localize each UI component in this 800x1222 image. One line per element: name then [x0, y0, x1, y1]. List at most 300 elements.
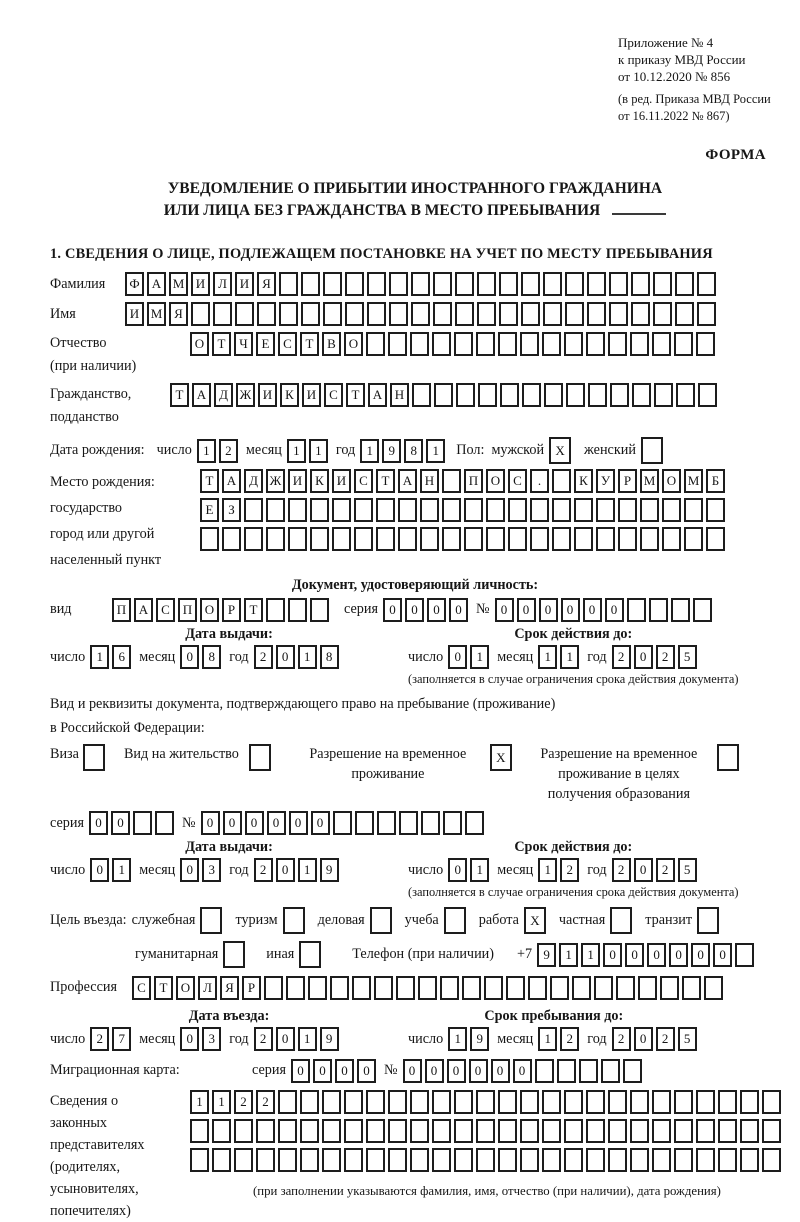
char-cell[interactable]	[498, 1090, 517, 1114]
char-cell[interactable]	[587, 302, 606, 326]
char-cell[interactable]	[442, 498, 461, 522]
char-cell[interactable]	[572, 976, 591, 1000]
char-cell[interactable]: А	[147, 272, 166, 296]
char-cell[interactable]: 2	[254, 1027, 273, 1051]
char-cell[interactable]: X	[524, 907, 546, 934]
char-cell[interactable]	[456, 383, 475, 407]
char-cell[interactable]	[256, 1119, 275, 1143]
char-cell[interactable]: 0	[89, 811, 108, 835]
char-cell[interactable]	[696, 332, 715, 356]
char-cell[interactable]: 0	[491, 1059, 510, 1083]
char-cell[interactable]	[432, 1148, 451, 1172]
char-cell[interactable]	[222, 527, 241, 551]
char-cell[interactable]	[344, 1119, 363, 1143]
char-cell[interactable]	[83, 744, 105, 771]
char-cell[interactable]	[698, 383, 717, 407]
char-cell[interactable]: О	[176, 976, 195, 1000]
char-cell[interactable]	[235, 302, 254, 326]
char-cell[interactable]	[564, 1090, 583, 1114]
char-cell[interactable]: 0	[180, 645, 199, 669]
char-cell[interactable]	[542, 332, 561, 356]
char-cell[interactable]: 1	[538, 645, 557, 669]
char-cell[interactable]: 2	[254, 858, 273, 882]
char-cell[interactable]	[133, 811, 152, 835]
char-cell[interactable]	[542, 1090, 561, 1114]
char-cell[interactable]: 0	[513, 1059, 532, 1083]
char-cell[interactable]	[310, 598, 329, 622]
char-cell[interactable]	[521, 302, 540, 326]
char-cell[interactable]	[323, 302, 342, 326]
char-cell[interactable]	[212, 1148, 231, 1172]
char-cell[interactable]	[627, 598, 646, 622]
char-cell[interactable]	[706, 498, 725, 522]
char-cell[interactable]: 5	[678, 1027, 697, 1051]
char-cell[interactable]: 1	[298, 645, 317, 669]
char-cell[interactable]: Е	[200, 498, 219, 522]
char-cell[interactable]	[586, 1119, 605, 1143]
char-cell[interactable]: А	[368, 383, 387, 407]
char-cell[interactable]	[300, 1148, 319, 1172]
char-cell[interactable]	[674, 1119, 693, 1143]
char-cell[interactable]: 0	[111, 811, 130, 835]
char-cell[interactable]	[608, 1119, 627, 1143]
char-cell[interactable]: Л	[198, 976, 217, 1000]
char-cell[interactable]	[212, 1119, 231, 1143]
char-cell[interactable]	[310, 527, 329, 551]
char-cell[interactable]	[410, 1090, 429, 1114]
char-cell[interactable]	[508, 527, 527, 551]
char-cell[interactable]	[410, 1119, 429, 1143]
char-cell[interactable]: 0	[713, 943, 732, 967]
char-cell[interactable]	[283, 907, 305, 934]
char-cell[interactable]	[420, 527, 439, 551]
char-cell[interactable]: С	[132, 976, 151, 1000]
char-cell[interactable]: И	[235, 272, 254, 296]
char-cell[interactable]: О	[200, 598, 219, 622]
char-cell[interactable]	[412, 383, 431, 407]
char-cell[interactable]: 0	[267, 811, 286, 835]
char-cell[interactable]	[594, 976, 613, 1000]
char-cell[interactable]: 2	[656, 1027, 675, 1051]
char-cell[interactable]: С	[354, 469, 373, 493]
char-cell[interactable]	[735, 943, 754, 967]
char-cell[interactable]: X	[549, 437, 571, 464]
char-cell[interactable]	[432, 332, 451, 356]
char-cell[interactable]	[552, 498, 571, 522]
char-cell[interactable]: 0	[291, 1059, 310, 1083]
char-cell[interactable]	[674, 332, 693, 356]
char-cell[interactable]	[354, 498, 373, 522]
char-cell[interactable]: П	[178, 598, 197, 622]
char-cell[interactable]: 6	[112, 645, 131, 669]
char-cell[interactable]	[630, 1090, 649, 1114]
char-cell[interactable]: Д	[244, 469, 263, 493]
char-cell[interactable]	[520, 1148, 539, 1172]
char-cell[interactable]: Н	[390, 383, 409, 407]
char-cell[interactable]: 0	[403, 1059, 422, 1083]
char-cell[interactable]	[476, 1090, 495, 1114]
char-cell[interactable]: 0	[605, 598, 624, 622]
char-cell[interactable]	[610, 383, 629, 407]
char-cell[interactable]	[609, 302, 628, 326]
char-cell[interactable]: С	[324, 383, 343, 407]
char-cell[interactable]: А	[134, 598, 153, 622]
char-cell[interactable]	[696, 1148, 715, 1172]
char-cell[interactable]	[396, 976, 415, 1000]
char-cell[interactable]: 1	[538, 1027, 557, 1051]
char-cell[interactable]	[586, 1090, 605, 1114]
char-cell[interactable]	[301, 302, 320, 326]
char-cell[interactable]	[308, 976, 327, 1000]
char-cell[interactable]	[596, 527, 615, 551]
char-cell[interactable]: 3	[202, 858, 221, 882]
char-cell[interactable]: 1	[426, 439, 445, 463]
char-cell[interactable]: Б	[706, 469, 725, 493]
char-cell[interactable]	[299, 941, 321, 968]
char-cell[interactable]	[389, 272, 408, 296]
char-cell[interactable]	[486, 498, 505, 522]
char-cell[interactable]: 0	[539, 598, 558, 622]
char-cell[interactable]	[388, 1090, 407, 1114]
char-cell[interactable]: Р	[222, 598, 241, 622]
char-cell[interactable]	[476, 332, 495, 356]
char-cell[interactable]	[522, 383, 541, 407]
char-cell[interactable]	[632, 383, 651, 407]
char-cell[interactable]: .	[530, 469, 549, 493]
char-cell[interactable]	[388, 1148, 407, 1172]
char-cell[interactable]: 2	[234, 1090, 253, 1114]
char-cell[interactable]: И	[258, 383, 277, 407]
char-cell[interactable]: 0	[383, 598, 402, 622]
char-cell[interactable]: З	[222, 498, 241, 522]
char-cell[interactable]: Т	[200, 469, 219, 493]
char-cell[interactable]: 1	[197, 439, 216, 463]
char-cell[interactable]: 2	[254, 645, 273, 669]
char-cell[interactable]	[200, 527, 219, 551]
char-cell[interactable]	[433, 302, 452, 326]
char-cell[interactable]: 2	[90, 1027, 109, 1051]
char-cell[interactable]: 0	[276, 1027, 295, 1051]
char-cell[interactable]: Р	[618, 469, 637, 493]
char-cell[interactable]: П	[112, 598, 131, 622]
char-cell[interactable]	[433, 272, 452, 296]
char-cell[interactable]	[389, 302, 408, 326]
char-cell[interactable]	[653, 302, 672, 326]
char-cell[interactable]: Т	[170, 383, 189, 407]
char-cell[interactable]: 1	[298, 1027, 317, 1051]
char-cell[interactable]: 0	[427, 598, 446, 622]
char-cell[interactable]	[521, 272, 540, 296]
char-cell[interactable]	[740, 1119, 759, 1143]
char-cell[interactable]	[718, 1090, 737, 1114]
char-cell[interactable]	[557, 1059, 576, 1083]
char-cell[interactable]	[256, 1148, 275, 1172]
char-cell[interactable]: Я	[220, 976, 239, 1000]
char-cell[interactable]	[640, 498, 659, 522]
char-cell[interactable]: 0	[313, 1059, 332, 1083]
char-cell[interactable]: 2	[560, 1027, 579, 1051]
char-cell[interactable]: Т	[154, 976, 173, 1000]
char-cell[interactable]: О	[190, 332, 209, 356]
char-cell[interactable]	[630, 1148, 649, 1172]
char-cell[interactable]: 1	[190, 1090, 209, 1114]
char-cell[interactable]	[322, 1090, 341, 1114]
char-cell[interactable]: 1	[470, 645, 489, 669]
char-cell[interactable]	[374, 976, 393, 1000]
char-cell[interactable]	[623, 1059, 642, 1083]
char-cell[interactable]: А	[222, 469, 241, 493]
char-cell[interactable]: 0	[647, 943, 666, 967]
char-cell[interactable]: Д	[214, 383, 233, 407]
char-cell[interactable]: X	[490, 744, 512, 771]
char-cell[interactable]	[530, 498, 549, 522]
char-cell[interactable]	[477, 302, 496, 326]
char-cell[interactable]	[191, 302, 210, 326]
char-cell[interactable]: Я	[257, 272, 276, 296]
char-cell[interactable]	[684, 527, 703, 551]
char-cell[interactable]: 0	[180, 858, 199, 882]
char-cell[interactable]: 1	[538, 858, 557, 882]
char-cell[interactable]: 1	[360, 439, 379, 463]
char-cell[interactable]	[332, 527, 351, 551]
char-cell[interactable]	[300, 1119, 319, 1143]
char-cell[interactable]: 0	[495, 598, 514, 622]
char-cell[interactable]: 8	[202, 645, 221, 669]
char-cell[interactable]	[278, 1090, 297, 1114]
char-cell[interactable]	[301, 272, 320, 296]
char-cell[interactable]: С	[278, 332, 297, 356]
char-cell[interactable]	[376, 498, 395, 522]
char-cell[interactable]	[420, 498, 439, 522]
char-cell[interactable]	[264, 976, 283, 1000]
char-cell[interactable]	[486, 527, 505, 551]
char-cell[interactable]	[478, 383, 497, 407]
char-cell[interactable]	[288, 498, 307, 522]
char-cell[interactable]	[476, 1148, 495, 1172]
char-cell[interactable]: 1	[212, 1090, 231, 1114]
char-cell[interactable]	[579, 1059, 598, 1083]
char-cell[interactable]	[190, 1119, 209, 1143]
char-cell[interactable]: 7	[112, 1027, 131, 1051]
char-cell[interactable]: О	[344, 332, 363, 356]
char-cell[interactable]	[398, 498, 417, 522]
char-cell[interactable]: 1	[470, 858, 489, 882]
char-cell[interactable]	[530, 527, 549, 551]
char-cell[interactable]	[588, 383, 607, 407]
char-cell[interactable]	[234, 1119, 253, 1143]
char-cell[interactable]	[464, 527, 483, 551]
char-cell[interactable]: 5	[678, 645, 697, 669]
char-cell[interactable]: 2	[560, 858, 579, 882]
char-cell[interactable]	[278, 1148, 297, 1172]
char-cell[interactable]	[662, 498, 681, 522]
char-cell[interactable]	[601, 1059, 620, 1083]
char-cell[interactable]	[675, 302, 694, 326]
char-cell[interactable]: 9	[382, 439, 401, 463]
char-cell[interactable]	[652, 1148, 671, 1172]
char-cell[interactable]	[696, 1090, 715, 1114]
char-cell[interactable]: И	[125, 302, 144, 326]
char-cell[interactable]: 9	[470, 1027, 489, 1051]
char-cell[interactable]	[367, 302, 386, 326]
char-cell[interactable]	[377, 811, 396, 835]
char-cell[interactable]	[543, 302, 562, 326]
char-cell[interactable]	[370, 907, 392, 934]
char-cell[interactable]	[411, 302, 430, 326]
char-cell[interactable]: К	[310, 469, 329, 493]
char-cell[interactable]	[552, 469, 571, 493]
char-cell[interactable]	[388, 332, 407, 356]
char-cell[interactable]: 0	[276, 858, 295, 882]
char-cell[interactable]	[286, 976, 305, 1000]
char-cell[interactable]	[608, 1148, 627, 1172]
char-cell[interactable]	[288, 527, 307, 551]
char-cell[interactable]	[564, 332, 583, 356]
char-cell[interactable]	[354, 527, 373, 551]
char-cell[interactable]	[500, 383, 519, 407]
char-cell[interactable]	[257, 302, 276, 326]
char-cell[interactable]: А	[192, 383, 211, 407]
char-cell[interactable]: 0	[90, 858, 109, 882]
char-cell[interactable]: Р	[242, 976, 261, 1000]
char-cell[interactable]	[542, 1148, 561, 1172]
char-cell[interactable]: О	[486, 469, 505, 493]
char-cell[interactable]	[266, 498, 285, 522]
char-cell[interactable]: К	[280, 383, 299, 407]
char-cell[interactable]	[506, 976, 525, 1000]
char-cell[interactable]: Т	[376, 469, 395, 493]
char-cell[interactable]	[442, 527, 461, 551]
char-cell[interactable]	[477, 272, 496, 296]
char-cell[interactable]	[608, 1090, 627, 1114]
char-cell[interactable]	[455, 302, 474, 326]
char-cell[interactable]	[552, 527, 571, 551]
char-cell[interactable]	[410, 332, 429, 356]
char-cell[interactable]	[740, 1148, 759, 1172]
char-cell[interactable]	[649, 598, 668, 622]
char-cell[interactable]	[310, 498, 329, 522]
char-cell[interactable]: 0	[180, 1027, 199, 1051]
char-cell[interactable]: 2	[256, 1090, 275, 1114]
char-cell[interactable]: Н	[420, 469, 439, 493]
char-cell[interactable]	[740, 1090, 759, 1114]
char-cell[interactable]	[574, 498, 593, 522]
char-cell[interactable]	[596, 498, 615, 522]
char-cell[interactable]	[279, 272, 298, 296]
char-cell[interactable]	[464, 498, 483, 522]
char-cell[interactable]: 0	[335, 1059, 354, 1083]
char-cell[interactable]	[355, 811, 374, 835]
char-cell[interactable]	[550, 976, 569, 1000]
char-cell[interactable]	[618, 498, 637, 522]
char-cell[interactable]: Ж	[236, 383, 255, 407]
char-cell[interactable]	[704, 976, 723, 1000]
char-cell[interactable]: 1	[112, 858, 131, 882]
char-cell[interactable]: 1	[559, 943, 578, 967]
char-cell[interactable]	[330, 976, 349, 1000]
char-cell[interactable]	[155, 811, 174, 835]
char-cell[interactable]	[244, 498, 263, 522]
char-cell[interactable]	[586, 332, 605, 356]
char-cell[interactable]	[718, 1119, 737, 1143]
char-cell[interactable]	[652, 1119, 671, 1143]
char-cell[interactable]: Т	[346, 383, 365, 407]
char-cell[interactable]	[520, 332, 539, 356]
char-cell[interactable]: 2	[219, 439, 238, 463]
char-cell[interactable]	[418, 976, 437, 1000]
char-cell[interactable]	[630, 1119, 649, 1143]
char-cell[interactable]	[388, 1119, 407, 1143]
char-cell[interactable]: И	[288, 469, 307, 493]
char-cell[interactable]: 5	[678, 858, 697, 882]
char-cell[interactable]	[332, 498, 351, 522]
char-cell[interactable]	[610, 907, 632, 934]
char-cell[interactable]	[676, 383, 695, 407]
char-cell[interactable]	[278, 1119, 297, 1143]
char-cell[interactable]	[528, 976, 547, 1000]
char-cell[interactable]: М	[640, 469, 659, 493]
char-cell[interactable]	[696, 1119, 715, 1143]
char-cell[interactable]: 1	[287, 439, 306, 463]
char-cell[interactable]	[322, 1148, 341, 1172]
char-cell[interactable]: 2	[612, 645, 631, 669]
char-cell[interactable]: 3	[202, 1027, 221, 1051]
char-cell[interactable]	[244, 527, 263, 551]
char-cell[interactable]	[674, 1090, 693, 1114]
char-cell[interactable]	[366, 1148, 385, 1172]
char-cell[interactable]: 0	[669, 943, 688, 967]
char-cell[interactable]: 0	[425, 1059, 444, 1083]
char-cell[interactable]	[565, 302, 584, 326]
char-cell[interactable]	[190, 1148, 209, 1172]
char-cell[interactable]	[630, 332, 649, 356]
char-cell[interactable]: 0	[603, 943, 622, 967]
char-cell[interactable]: 0	[625, 943, 644, 967]
char-cell[interactable]	[440, 976, 459, 1000]
char-cell[interactable]	[366, 1119, 385, 1143]
char-cell[interactable]: 0	[634, 645, 653, 669]
char-cell[interactable]: О	[662, 469, 681, 493]
char-cell[interactable]: 0	[448, 858, 467, 882]
char-cell[interactable]	[444, 907, 466, 934]
char-cell[interactable]: 1	[90, 645, 109, 669]
char-cell[interactable]: 0	[276, 645, 295, 669]
char-cell[interactable]: С	[508, 469, 527, 493]
char-cell[interactable]	[344, 1090, 363, 1114]
char-cell[interactable]	[618, 527, 637, 551]
char-cell[interactable]: 0	[561, 598, 580, 622]
char-cell[interactable]	[249, 744, 271, 771]
char-cell[interactable]: К	[574, 469, 593, 493]
char-cell[interactable]: 0	[201, 811, 220, 835]
char-cell[interactable]	[454, 1119, 473, 1143]
char-cell[interactable]	[654, 383, 673, 407]
char-cell[interactable]: 0	[405, 598, 424, 622]
char-cell[interactable]: Т	[244, 598, 263, 622]
char-cell[interactable]	[565, 272, 584, 296]
char-cell[interactable]	[674, 1148, 693, 1172]
char-cell[interactable]	[675, 272, 694, 296]
char-cell[interactable]	[323, 272, 342, 296]
char-cell[interactable]	[543, 272, 562, 296]
char-cell[interactable]	[693, 598, 712, 622]
char-cell[interactable]	[520, 1119, 539, 1143]
char-cell[interactable]: М	[684, 469, 703, 493]
char-cell[interactable]	[508, 498, 527, 522]
char-cell[interactable]: 1	[309, 439, 328, 463]
char-cell[interactable]	[432, 1119, 451, 1143]
char-cell[interactable]	[566, 383, 585, 407]
